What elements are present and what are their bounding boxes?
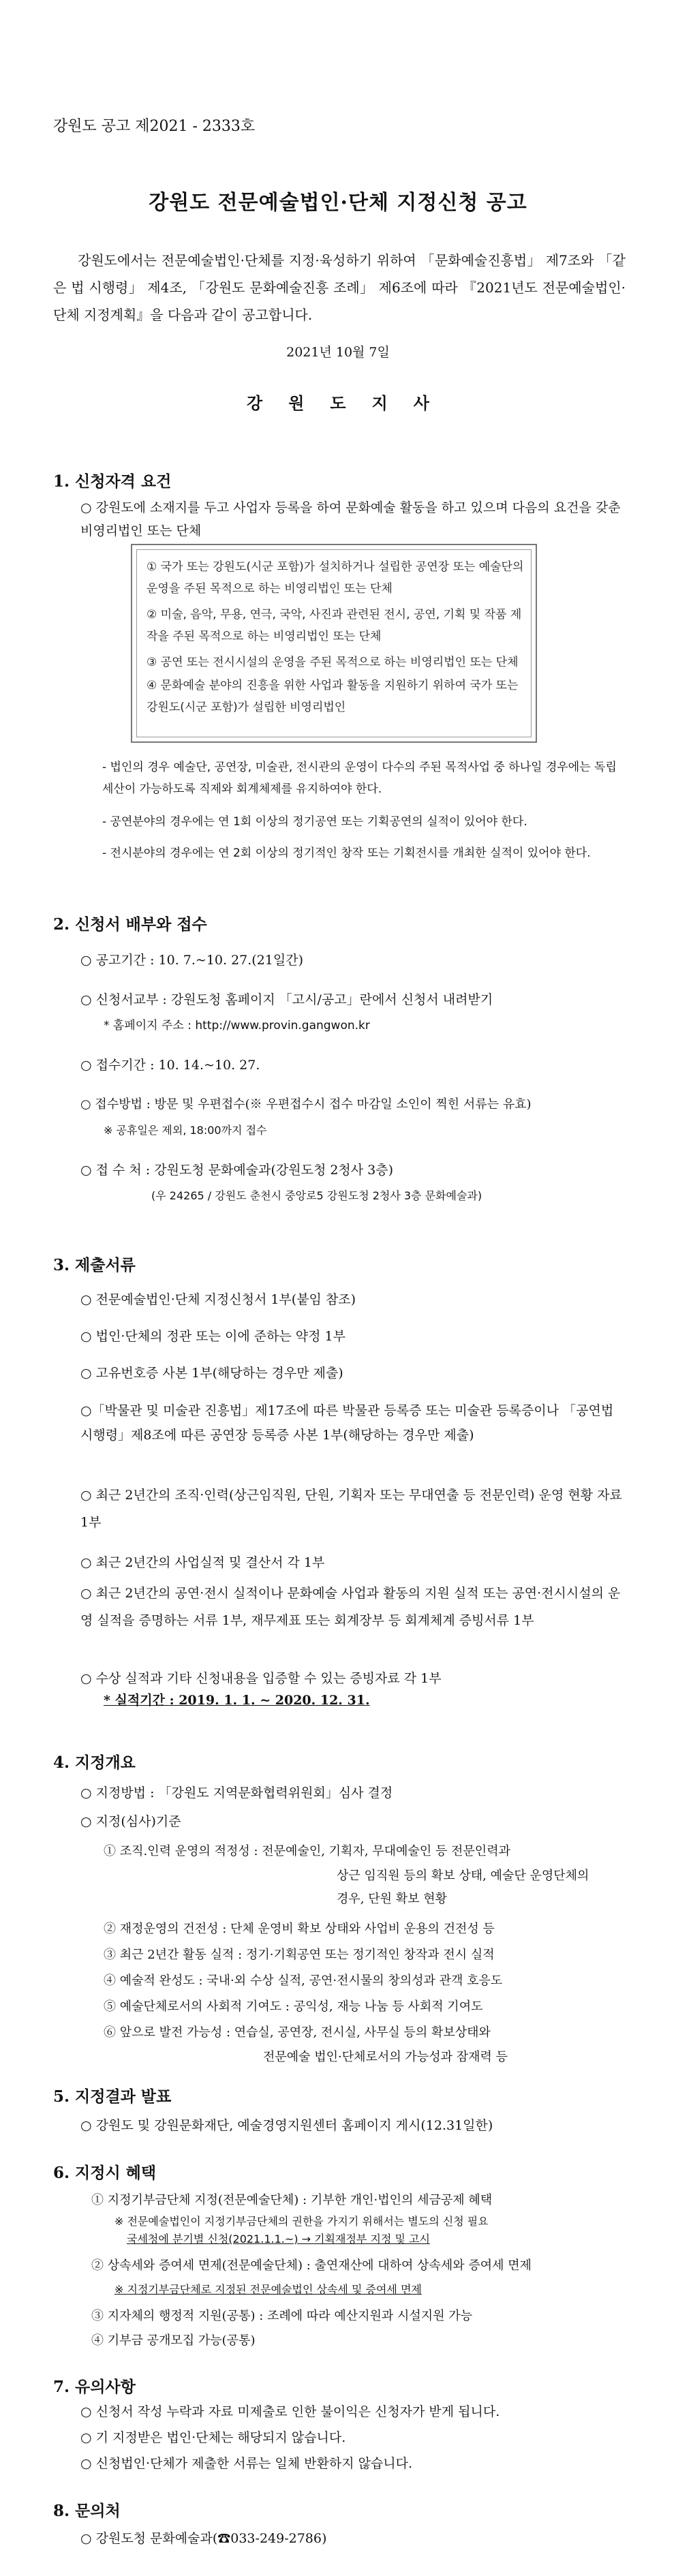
homepage-address: * 홈페이지 주소 : http://www.provin.gangwon.kr [104,1019,370,1032]
criteria-2: ② 재정운영의 건전성 : 단체 운영비 확보 상태와 사업비 운용의 건전성 등 [104,1922,495,1936]
section-6-heading: 6. 지정시 혜택 [53,2164,157,2182]
designation-criteria: ○ 지정(심사)기준 [80,1814,181,1829]
section-1-heading: 1. 신청자격 요건 [53,472,172,491]
eligibility-detail-exhibition: - 전시분야의 경우에는 연 2회 이상의 정기적인 창작 또는 기획전시를 개최한 실적이 있어야 한다. [102,846,591,860]
designation-method: ○ 지정방법 : 「강원도 지역문화협력위원회」심사 결정 [80,1785,393,1800]
section-2-heading: 2. 신청서 배부와 접수 [53,915,207,934]
eligibility-item-2: ② 미술, 음악, 무용, 연극, 국악, 사진과 관련된 전시, 공연, 기획 및 작품 제작을 주된 목적으로 하는 비영리법인 또는 단체 [147,608,522,643]
benefit-1: ① 지정기부금단체 지정(전문예술단체) : 기부한 개인·법인의 세금공제 혜택 [91,2193,493,2207]
doc-item-8: ○ 수상 실적과 기타 신청내용을 입증할 수 있는 증빙자료 각 1부 [80,1671,442,1686]
benefit-1-note-2: 국세청에 분기별 신청(2021.1.1.~) → 기획재정부 지정 및 고시 [127,2233,430,2245]
caution-2: ○ 기 지정받은 법인·단체는 해당되지 않습니다. [80,2430,346,2445]
contact-info: ○ 강원도청 문화예술과(☎033-249-2786) [80,2531,327,2546]
section-8-heading: 8. 문의처 [53,2502,121,2520]
caution-1: ○ 신청서 작성 누락과 자료 미제출로 인한 불이익은 신청자가 받게 됩니다. [80,2404,500,2419]
intro-paragraph: 강원도에서는 전문예술법인·단체를 지정·육성하기 위하여 「문화예술진흥법」 제7조와 「같은 법 시행령」 제4조, 「강원도 문화예술진흥 조례」 제6조에 따라 『2021년도 전문예술법인·단체 지정계획』을 다음과 같이 공고합니다. [53,252,626,323]
benefit-2: ② 상속세와 증여세 면제(전문예술단체) : 출연재산에 대하여 상속세와 증여세 면제 [91,2258,532,2273]
section-4-heading: 4. 지정개요 [53,1753,136,1772]
page-title: 강원도 전문예술법인·단체 지정신청 공고 [149,191,527,215]
doc-item-5: ○ 최근 2년간의 조직·인력(상근임직원, 단원, 기획자 또는 무대연출 등 전문인력) 운영 현황 자료 1부 [80,1488,622,1530]
eligibility-detail-corporation: - 법인의 경우 예술단, 공연장, 미술관, 전시관의 운영이 다수의 주된 목적사업 중 하나일 경우에는 독립세산이 가능하도록 직제와 회계체제를 유지하여야 한다. [102,761,617,796]
doc-item-1: ○ 전문예술법인·단체 지정신청서 1부(붙임 참조) [80,1292,356,1307]
doc-item-6: ○ 최근 2년간의 사업실적 및 결산서 각 1부 [80,1555,325,1570]
criteria-3: ③ 최근 2년간 활동 실적 : 정기·기획공연 또는 정기적인 창작과 전시 실적 [104,1948,495,1962]
caution-3: ○ 신청법인·단체가 제출한 서류는 일체 반환하지 않습니다. [80,2456,413,2471]
issuer: 강원도지사 [247,393,455,413]
notice-date: 2021년 10월 7일 [286,345,390,360]
criteria-6-cont: 전문예술 법인·단체로서의 가능성과 잠재력 등 [263,2050,508,2064]
eligibility-lead: ○ 강원도에 소재지를 두고 사업자 등록을 하여 문화예술 활동을 하고 있으며 다음의 요건을 갖춘 비영리법인 또는 단체 [80,500,621,538]
benefit-1-note: ※ 전문예술법인이 지정기부금단체의 권한을 가지기 위해서는 별도의 신청 필요 [114,2215,489,2228]
eligibility-item-4: ④ 문화예술 분야의 진흥을 위한 사업과 활동을 지원하기 위하여 국가 또는 강원도(시군 포함)가 설립한 비영리법인 [147,679,519,714]
benefit-3: ③ 지자체의 행정적 지원(공통) : 조례에 따라 예산지원과 시설지원 가능 [91,2309,473,2323]
section-3-heading: 3. 제출서류 [53,1256,136,1274]
benefit-4: ④ 기부금 공개모집 가능(공통) [91,2333,256,2348]
section-7-heading: 7. 유의사항 [53,2378,136,2396]
eligibility-item-3: ③ 공연 또는 전시시설의 운영을 주된 목적으로 하는 비영리법인 또는 단체 [147,656,519,669]
criteria-1-cont: 상근 임직원 등의 확보 상태, 예술단 운영단체의 [337,1869,589,1883]
doc-period-note: * 실적기간 : 2019. 1. 1. ~ 2020. 12. 31. [104,1693,370,1708]
form-distribution: ○ 신청서교부 : 강원도청 홈페이지 「고시/공고」란에서 신청서 내려받기 [80,992,493,1007]
section-5-heading: 5. 지정결과 발표 [53,2087,172,2106]
notice-period: ○ 공고기간 : 10. 7.~10. 27.(21일간) [80,953,304,968]
eligibility-item-1: ① 국가 또는 강원도(시군 포함)가 설치하거나 설립한 공연장 또는 예술단의 운영을 주된 목적으로 하는 비영리법인 또는 단체 [147,560,524,596]
criteria-1: ① 조직.인력 운영의 적정성 : 전문예술인, 기획자, 무대예술인 등 전문인력과 [104,1844,510,1858]
receipt-period: ○ 접수기간 : 10. 14.~10. 27. [80,1058,260,1073]
doc-item-3: ○ 고유번호증 사본 1부(해당하는 경우만 제출) [80,1366,343,1381]
result-announcement: ○ 강원도 및 강원문화재단, 예술경영지원센터 홈페이지 게시(12.31일한) [80,2118,493,2133]
notice-number: 강원도 공고 제2021 - 2333호 [53,118,256,135]
criteria-1-cont-2: 경우, 단원 확보 현황 [337,1892,447,1906]
doc-item-7: ○ 최근 2년간의 공연·전시 실적이나 문화예술 사업과 활동의 지원 실적 또는 공연·전시시설의 운영 실적을 증명하는 서류 1부, 재무제표 또는 회계장부 등 회계체계 증빙서류 1부 [80,1586,621,1628]
benefit-2-note: ※ 지정기부금단체로 지정된 전문예술법인 상속세 및 증여세 면제 [114,2283,422,2296]
holiday-note: ※ 공휴일은 제외, 18:00까지 접수 [104,1124,267,1137]
criteria-4: ④ 예술적 완성도 : 국내·외 수상 실적, 공연·전시물의 창의성과 관객 호응도 [104,1974,503,1988]
doc-item-2: ○ 법인·단체의 정관 또는 이에 준하는 약정 1부 [80,1329,346,1344]
criteria-5: ⑤ 예술단체로서의 사회적 기여도 : 공익성, 재능 나눔 등 사회적 기여도 [104,1999,483,2014]
criteria-6: ⑥ 앞으로 발전 가능성 : 연습실, 공연장, 전시실, 사무실 등의 확보상태와 [104,2025,491,2040]
receipt-method: ○ 접수방법 : 방문 및 우편접수(※ 우편접수시 접수 마감일 소인이 찍힌 서류는 유효) [80,1097,532,1111]
receipt-address: (우 24265 / 강원도 춘천시 중앙로5 강원도청 2청사 3층 문화예술과) [151,1189,482,1202]
receipt-place: ○ 접 수 처 : 강원도청 문화예술과(강원도청 2청사 3층) [80,1163,394,1178]
eligibility-detail-performance: - 공연분야의 경우에는 연 1회 이상의 정기공연 또는 기획공연의 실적이 있어야 한다. [102,815,527,829]
doc-item-4: ○「박물관 및 미술관 진흥법」제17조에 따른 박물관 등록증 또는 미술관 등록증이나 「공연법 시행령」제8조에 따른 공연장 등록증 사본 1부(해당하는 경우만 제출) [80,1403,614,1443]
